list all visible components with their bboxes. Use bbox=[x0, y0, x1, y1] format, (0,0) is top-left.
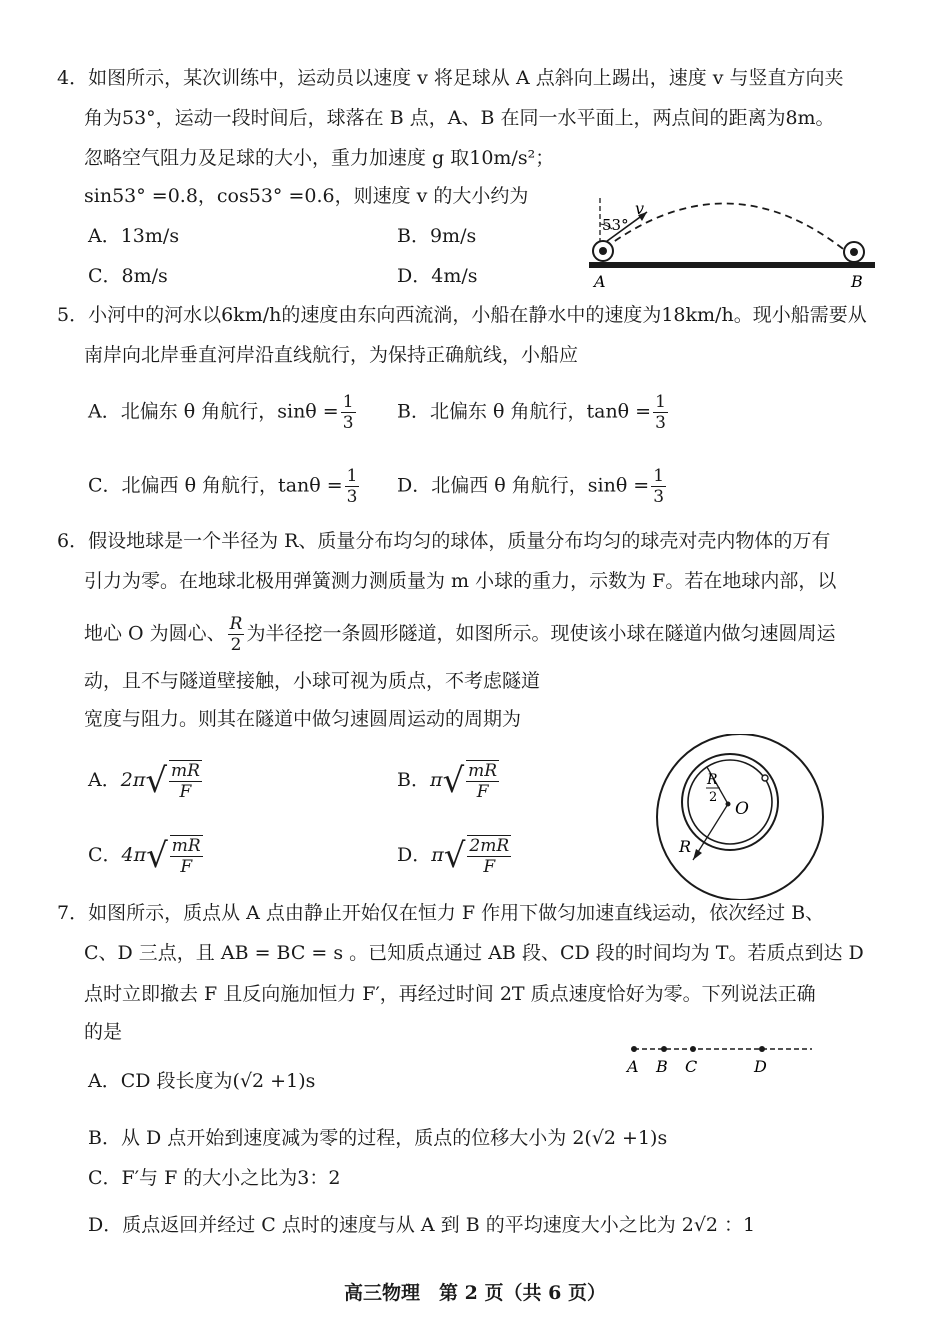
q7-option-a: A．CD 段长度为(√2 +1)s bbox=[88, 1070, 316, 1092]
q4-line4: sin53° =0.8，cos53° =0.6，则速度 v 的大小约为 bbox=[84, 185, 529, 207]
q7-line4: 的是 bbox=[84, 1021, 123, 1043]
point-c bbox=[690, 1046, 696, 1052]
q7-option-c: C．F′与 F 的大小之比为3：2 bbox=[88, 1167, 341, 1189]
page-footer: 高三物理 第 2 页（共 6 页） bbox=[344, 1282, 606, 1304]
q7-line3: 点时立即撤去 F 且反向施加恒力 F′，再经过时间 2T 质点速度恰好为零。下列说法正确 bbox=[84, 983, 816, 1005]
q4-line3: 忽略空气阻力及足球的大小，重力加速度 g 取10m/s²； bbox=[84, 147, 555, 169]
q7-line-figure bbox=[620, 1040, 820, 1080]
q6-line3-end: 为半径挖一条圆形隧道，如图所示。现使该小球在隧道内做匀速圆周运 bbox=[246, 622, 836, 645]
q5-line2: 南岸向北岸垂直河岸沿直线航行，为保持正确航线，小船应 bbox=[84, 344, 579, 366]
coefficient: π bbox=[431, 844, 444, 866]
velocity-label: v bbox=[635, 199, 645, 218]
tunnel-inner bbox=[688, 760, 772, 844]
q6-line2: 引力为零。在地球北极用弹簧测力测质量为 m 小球的重力，示数为 F。若在地球内部，以 bbox=[84, 570, 837, 592]
q5-option-a bbox=[88, 392, 358, 433]
coefficient: π bbox=[429, 769, 443, 791]
point-a-label: A bbox=[594, 272, 606, 291]
q5-option-b bbox=[397, 392, 670, 433]
q6-option-c-label: C． bbox=[88, 844, 122, 866]
q6-option-d-label: D． bbox=[397, 844, 432, 866]
q6-option-b bbox=[397, 760, 501, 802]
radius-fraction: $\frac{R}{2}$ bbox=[229, 614, 243, 655]
q6-option-c bbox=[88, 835, 205, 877]
fraction: $\frac{mR}{F}$ bbox=[468, 761, 498, 802]
point-b bbox=[661, 1046, 667, 1052]
coefficient: 4π bbox=[121, 844, 147, 866]
q7-option-b: B．从 D 点开始到速度减为零的过程，质点的位移大小为 2(√2 +1)s bbox=[88, 1127, 668, 1149]
sqrt-icon: √ bbox=[145, 761, 167, 801]
fraction: $\frac{mR}{F}$ bbox=[171, 836, 201, 877]
point-a bbox=[631, 1046, 637, 1052]
q4-option-d: D．4m/s bbox=[397, 265, 478, 287]
q6-line3-start: 地心 O 为圆心、 bbox=[84, 622, 226, 645]
q4-option-a: A．13m/s bbox=[88, 225, 180, 247]
q6-tunnel-figure bbox=[640, 734, 840, 900]
q5-line1: 5．小河中的河水以6km/h的速度由东向西流淌，小船在静水中的速度为18km/h。现小船需要从 bbox=[57, 304, 867, 326]
small-ball bbox=[762, 775, 768, 781]
label-d: D bbox=[754, 1057, 767, 1076]
fraction: $\frac{2mR}{F}$ bbox=[469, 836, 510, 877]
angle-label: 53° bbox=[602, 216, 629, 234]
sqrt-icon: √ bbox=[443, 836, 466, 876]
radius-arrowhead bbox=[693, 849, 702, 860]
q5-option-c bbox=[88, 466, 361, 507]
label-a: A bbox=[627, 1057, 639, 1076]
q6-option-b-label: B． bbox=[397, 769, 430, 791]
q4-line1: 4．如图所示，某次训练中，运动员以速度 v 将足球从 A 点斜向上踢出，速度 v 与竖直方向夹 bbox=[57, 67, 844, 89]
q5-option-c-text: C．北偏西 θ 角航行，tanθ = bbox=[88, 474, 343, 497]
label-c: C bbox=[685, 1057, 698, 1076]
radius-label: R bbox=[679, 837, 692, 856]
sqrt-icon: √ bbox=[442, 761, 465, 801]
q6-line5: 宽度与阻力。则其在隧道中做匀速圆周运动的周期为 bbox=[84, 708, 522, 730]
q6-line4: 动，且不与隧道壁接触，小球可视为质点，不考虑隧道 bbox=[84, 670, 541, 692]
point-d bbox=[759, 1046, 765, 1052]
q6-option-a bbox=[88, 760, 204, 802]
q5-option-d bbox=[397, 466, 668, 507]
q7-line1: 7．如图所示，质点从 A 点由静止开始仅在恒力 F 作用下做匀加速直线运动，依次经过 B、 bbox=[57, 902, 825, 924]
fraction: $\frac{mR}{F}$ bbox=[170, 761, 200, 802]
sqrt-icon: √ bbox=[146, 836, 168, 876]
fraction: $\frac{1}{3}$ bbox=[342, 392, 354, 433]
q7-option-d: D．质点返回并经过 C 点时的速度与从 A 到 B 的平均速度大小之比为 2√2 ：1 bbox=[88, 1214, 756, 1236]
center-label: O bbox=[735, 799, 749, 819]
q6-line1: 6．假设地球是一个半径为 R、质量分布均匀的球体，质量分布均匀的球壳对壳内物体的万有 bbox=[57, 530, 831, 552]
q6-option-a-label: A． bbox=[88, 769, 121, 791]
q7-line2: C、D 三点，且 AB = BC = s 。已知质点通过 AB 段、CD 段的时间均为 T。若质点到达 D bbox=[84, 942, 864, 964]
q5-option-b-text: B．北偏东 θ 角航行，tanθ = bbox=[397, 400, 652, 423]
q4-option-b: B．9m/s bbox=[397, 225, 477, 247]
q4-trajectory-figure bbox=[585, 192, 885, 292]
q4-line2: 角为53°，运动一段时间后，球落在 B 点，A、B 在同一水平面上，两点间的距离为8m。 bbox=[84, 107, 835, 129]
coefficient: 2π bbox=[120, 769, 146, 791]
fraction: $\frac{1}{3}$ bbox=[346, 466, 358, 507]
half-radius-den: 2 bbox=[709, 790, 718, 805]
half-radius-num: R bbox=[707, 772, 718, 788]
q5-option-a-text: A．北偏东 θ 角航行，sinθ = bbox=[88, 400, 339, 423]
fraction: $\frac{1}{3}$ bbox=[653, 466, 665, 507]
q6-option-d bbox=[397, 835, 513, 877]
fraction: $\frac{1}{3}$ bbox=[655, 392, 666, 433]
q6-line3 bbox=[84, 614, 835, 655]
tunnel-outer bbox=[682, 754, 778, 850]
q4-option-c: C．8m/s bbox=[88, 265, 168, 287]
label-b: B bbox=[656, 1057, 668, 1076]
point-b-label: B bbox=[851, 272, 863, 291]
q5-option-d-text: D．北偏西 θ 角航行，sinθ = bbox=[397, 474, 650, 497]
ground bbox=[589, 262, 875, 268]
